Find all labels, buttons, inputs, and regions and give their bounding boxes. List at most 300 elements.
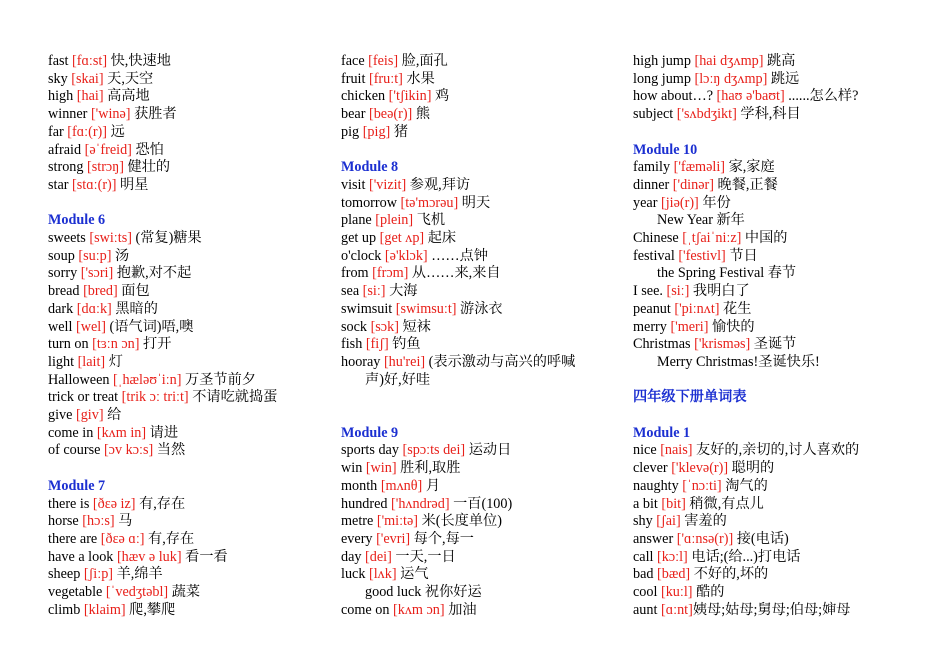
vocab-entry — [633, 53, 923, 71]
vocab-meaning: 羊,绵羊 — [116, 566, 163, 583]
vocab-entry — [633, 106, 923, 124]
vocab-meaning: 加油 — [448, 601, 477, 618]
vocab-word: well — [48, 318, 73, 335]
spacer — [341, 407, 616, 425]
vocab-phonetic: [ðɛə ɑː] — [100, 530, 145, 547]
vocab-entry — [633, 301, 923, 319]
vocab-phonetic: [dɑːk] — [76, 300, 112, 317]
vocab-entry — [341, 265, 616, 283]
vocab-meaning: 圣诞节 — [753, 336, 797, 353]
vocab-phonetic: [hai] — [76, 88, 104, 105]
vocab-phonetic: [dei] — [365, 548, 392, 565]
vocab-meaning: (表示激动与高兴的呼喊 — [428, 353, 576, 370]
vocab-word: trick or treat — [48, 389, 119, 406]
vocab-meaning: 猪 — [393, 123, 409, 140]
vocab-phonetic: [əˈfreid] — [84, 141, 132, 158]
vocab-phonetic: ['winə] — [90, 106, 131, 123]
vocab-entry — [48, 230, 323, 248]
vocab-meaning: 远 — [110, 123, 125, 140]
vocab-entry — [633, 248, 923, 266]
vocab-meaning: 打开 — [143, 336, 172, 353]
vocab-entry — [48, 88, 323, 106]
vocab-word: dark — [48, 300, 74, 317]
vocab-entry — [341, 301, 616, 319]
vocab-meaning: 一百(100) — [453, 495, 513, 512]
vocab-meaning: 晚餐,正餐 — [717, 176, 778, 193]
vocab-entry — [341, 566, 616, 584]
vocab-entry — [633, 566, 923, 584]
vocab-word: hundred — [341, 495, 388, 512]
vocab-phonetic: ['evri] — [376, 530, 411, 547]
vocab-word: of course — [48, 442, 101, 459]
vocab-entry — [633, 602, 923, 620]
vocab-phonetic: ['klevə(r)] — [671, 460, 729, 477]
vocab-entry — [48, 372, 323, 390]
vocab-word: hooray — [341, 353, 381, 370]
vocab-word: every — [341, 530, 373, 547]
vocab-word: fruit — [341, 70, 366, 87]
vocab-entry — [633, 283, 923, 301]
vocab-meaning: 熊 — [415, 106, 431, 123]
vocab-entry — [633, 460, 923, 478]
vocab-phonetic: [strɔŋ] — [87, 159, 124, 176]
vocab-meaning: 请进 — [149, 424, 179, 441]
vocab-word: win — [341, 460, 363, 477]
vocab-meaning: 酷的 — [696, 584, 725, 601]
vocab-phonetic: [kɔːl] — [657, 548, 688, 565]
vocab-entry — [633, 336, 923, 354]
vocab-phonetic: [ˈnɔːti] — [682, 477, 722, 494]
vocab-word: bear — [341, 106, 366, 123]
vocab-word: naughty — [633, 477, 679, 494]
vocab-word: a bit — [633, 495, 658, 512]
vocab-meaning: 年份 — [702, 194, 731, 211]
vocab-meaning: 淘气的 — [725, 477, 768, 494]
vocab-entry — [341, 71, 616, 89]
vocab-meaning: 不好的,坏的 — [693, 566, 769, 583]
phrase-example: New Year 新年 — [657, 212, 745, 229]
vocab-phonetic: ['festivl] — [678, 247, 726, 264]
spacer — [341, 389, 616, 407]
vocab-word: vegetable — [48, 584, 103, 601]
vocab-meaning: 天,天空 — [107, 70, 154, 87]
vocab-phonetic: [get ʌp] — [379, 230, 425, 247]
vocab-word: Christmas — [633, 336, 691, 353]
vocab-word: star — [48, 176, 69, 193]
vocab-meaning: 高高地 — [107, 88, 150, 105]
vocab-phonetic: [ə'klɔk] — [384, 247, 428, 264]
vocab-word: far — [48, 123, 64, 140]
vocab-phonetic: [frɔm] — [372, 265, 409, 282]
vocab-phonetic: [swimsuːt] — [395, 300, 457, 317]
vocab-word: plane — [341, 212, 372, 229]
vocab-entry — [48, 513, 323, 531]
module-heading: Module 8 — [341, 159, 399, 176]
vocab-meaning: 汤 — [115, 247, 130, 264]
vocab-meaning: 抱歉,对不起 — [116, 265, 192, 282]
vocab-meaning: 当然 — [156, 442, 186, 459]
vocab-phonetic: [lʌk] — [368, 566, 397, 583]
vocab-phonetic: [giv] — [75, 407, 104, 424]
vocab-entry — [48, 265, 323, 283]
vocab-phonetic: [mʌnθ] — [380, 477, 423, 494]
vocab-meaning: 游泳衣 — [460, 300, 503, 317]
vocab-word: luck — [341, 566, 366, 583]
vocab-phonetic: [ˌhæləʊˈiːn] — [113, 371, 182, 388]
vocab-meaning: 参观,拜访 — [409, 176, 471, 193]
vocab-phonetic: [siː] — [666, 283, 690, 300]
vocab-phonetic: ['vizit] — [369, 176, 407, 193]
vocab-phonetic: ['miːtə] — [376, 513, 419, 530]
vocab-meaning: (语气词)唔,噢 — [109, 318, 194, 335]
vocab-phonetic: [haʊ ə'baʊt] — [716, 88, 785, 105]
vocab-word: swimsuit — [341, 300, 393, 317]
spacer — [633, 372, 923, 390]
vocab-meaning: 从……来,来自 — [411, 265, 501, 282]
vocab-entry — [341, 124, 616, 142]
vocab-word: metre — [341, 513, 374, 530]
vocab-entry — [48, 283, 323, 301]
vocab-word: merry — [633, 318, 667, 335]
vocab-entry — [48, 177, 323, 195]
vocab-phonetic: ['ɑːnsə(r)] — [676, 530, 734, 547]
vocab-word: Halloween — [48, 371, 110, 388]
vocab-phonetic: [beə(r)] — [368, 106, 413, 123]
vocab-phonetic: [ʃai] — [656, 513, 681, 530]
vocab-word: festival — [633, 247, 675, 264]
vocab-entry — [341, 106, 616, 124]
vocab-entry — [48, 566, 323, 584]
vocab-phonetic: [wel] — [75, 318, 106, 335]
vocab-phonetic: [ðɛə iz] — [92, 495, 136, 512]
vocab-entry — [48, 496, 323, 514]
vocab-phonetic: [ɔv kɔːs] — [103, 442, 154, 459]
vocab-meaning: 明天 — [461, 194, 491, 211]
vocab-word: fish — [341, 336, 363, 353]
vocab-phonetic: [kuːl] — [660, 584, 693, 601]
vocab-phonetic: [hu'rei] — [383, 353, 426, 370]
vocab-entry — [341, 478, 616, 496]
vocab-meaning: 健壮的 — [127, 159, 171, 176]
vocab-word: tomorrow — [341, 194, 397, 211]
vocab-entry — [633, 71, 923, 89]
vocab-entry — [633, 195, 923, 213]
vocab-phonetic: [suːp] — [78, 247, 112, 264]
vocab-word: strong — [48, 159, 84, 176]
vocab-word: come in — [48, 424, 94, 441]
vocab-phonetic: [fiʃ] — [365, 336, 389, 353]
vocab-phonetic: [win] — [365, 460, 397, 477]
vocabulary-column-3 — [633, 53, 923, 619]
vocab-entry — [48, 425, 323, 443]
vocab-meaning: 明星 — [120, 176, 149, 193]
vocab-word: afraid — [48, 141, 82, 158]
vocab-meaning: 运气 — [400, 566, 429, 583]
vocab-word: o'clock — [341, 247, 382, 264]
vocab-phonetic: [pig] — [362, 123, 391, 140]
vocab-word: light — [48, 353, 75, 370]
vocab-word: shy — [633, 513, 653, 530]
phrase-example: Merry Christmas!圣诞快乐! — [657, 353, 820, 370]
vocab-word: visit — [341, 176, 366, 193]
vocab-word: give — [48, 407, 73, 424]
vocab-meaning: 接(电话) — [736, 530, 789, 547]
vocab-entry — [633, 230, 923, 248]
vocab-entry — [48, 71, 323, 89]
vocab-word: climb — [48, 601, 81, 618]
vocab-phonetic: [fruːt] — [368, 70, 403, 87]
vocab-meaning: 聪明的 — [731, 460, 775, 477]
vocab-entry — [48, 389, 323, 407]
vocab-word: answer — [633, 530, 674, 547]
vocab-phonetic: [swiːts] — [89, 230, 132, 247]
vocab-word: horse — [48, 513, 79, 530]
vocab-word: chicken — [341, 88, 386, 105]
vocab-word: day — [341, 548, 362, 565]
vocab-meaning: ......怎么样? — [788, 88, 859, 105]
vocab-meaning: 学科,科目 — [740, 106, 801, 123]
vocab-meaning: 稍微,有点儿 — [689, 495, 764, 512]
vocab-phonetic: [siː] — [362, 283, 386, 300]
module-heading: Module 6 — [48, 212, 106, 229]
vocab-meaning: 节日 — [729, 247, 758, 264]
vocab-meaning: 飞机 — [416, 212, 446, 229]
vocab-entry — [48, 442, 323, 460]
vocab-entry — [341, 53, 616, 71]
vocab-phonetic: [skai] — [71, 70, 104, 87]
vocab-word: come on — [341, 601, 390, 618]
vocab-phonetic: ['piːnʌt] — [674, 300, 720, 317]
vocab-meaning: 跳远 — [770, 70, 800, 87]
vocab-word: dinner — [633, 176, 670, 193]
vocab-phonetic: [klaim] — [83, 601, 126, 618]
vocab-phonetic: [tə'mɔrəu] — [400, 194, 459, 211]
vocab-entry — [341, 195, 616, 213]
vocab-meaning: 运动日 — [468, 442, 512, 459]
vocab-word: sweets — [48, 230, 86, 247]
vocab-phonetic: [lait] — [77, 353, 106, 370]
module-heading: Module 1 — [633, 424, 691, 441]
vocab-entry — [341, 602, 616, 620]
vocab-meaning: 恐怕 — [135, 141, 164, 158]
vocab-meaning: 爬,攀爬 — [129, 601, 176, 618]
vocab-entry — [633, 584, 923, 602]
vocab-meaning: 我明白了 — [692, 283, 750, 300]
vocab-entry — [48, 407, 323, 425]
vocab-entry — [633, 442, 923, 460]
vocab-word: sorry — [48, 265, 78, 282]
vocab-meaning: 每个,每一 — [413, 530, 474, 547]
vocab-meaning: 胜利,取胜 — [400, 460, 461, 477]
spacer — [48, 460, 323, 478]
vocab-phonetic: [fɑːst] — [72, 53, 108, 69]
vocab-word: cool — [633, 584, 658, 601]
vocab-entry — [341, 177, 616, 195]
vocab-meaning: 不请吃就捣蛋 — [192, 389, 278, 406]
vocab-phonetic: [ɑːnt] — [660, 601, 693, 618]
vocab-entry — [633, 478, 923, 496]
vocab-entry — [341, 531, 616, 549]
vocab-word: how about…? — [633, 88, 713, 105]
vocab-entry — [341, 248, 616, 266]
vocab-entry — [341, 460, 616, 478]
vocab-phonetic: [feis] — [368, 53, 399, 69]
vocab-word: aunt — [633, 601, 658, 618]
vocab-meaning: 脸,面孔 — [401, 53, 448, 69]
vocab-phonetic: [plein] — [375, 212, 414, 229]
vocab-entry — [48, 159, 323, 177]
vocab-entry — [341, 230, 616, 248]
vocab-phonetic: [fɑː(r)] — [67, 123, 108, 140]
vocab-meaning: 友好的,亲切的,讨人喜欢的 — [696, 442, 860, 459]
vocab-word: have a look — [48, 548, 114, 565]
vocab-meaning: 短袜 — [402, 318, 431, 335]
vocab-meaning: 花生 — [723, 300, 752, 317]
vocab-entry — [341, 336, 616, 354]
vocab-phonetic: [hæv ə luk] — [116, 548, 182, 565]
vocab-entry — [48, 602, 323, 620]
vocab-entry — [48, 142, 323, 160]
vocab-word: long jump — [633, 70, 691, 87]
vocab-phonetic: [spɔːts dei] — [402, 442, 466, 459]
vocab-phonetic: [bit] — [661, 495, 686, 512]
vocab-entry — [48, 354, 323, 372]
vocab-word: family — [633, 159, 671, 176]
vocab-entry — [341, 354, 616, 389]
vocab-entry — [633, 177, 923, 195]
vocab-phonetic: [bæd] — [657, 566, 691, 583]
vocab-entry — [48, 319, 323, 337]
vocab-word: face — [341, 53, 365, 69]
vocab-meaning: 万圣节前夕 — [185, 371, 256, 388]
vocab-meaning: 一天,一日 — [395, 548, 456, 565]
spacer — [341, 142, 616, 160]
vocab-meaning: 大海 — [389, 283, 418, 300]
vocab-phonetic: ['dinər] — [672, 176, 714, 193]
vocab-meaning: 月 — [425, 477, 441, 494]
vocab-word: bad — [633, 566, 654, 583]
vocab-word: get up — [341, 230, 377, 247]
vocab-entry — [341, 496, 616, 514]
vocab-phonetic: [kʌm in] — [96, 424, 147, 441]
vocab-word: month — [341, 477, 378, 494]
vocab-entry — [341, 88, 616, 106]
vocab-word: soup — [48, 247, 75, 264]
vocab-meaning: 害羞的 — [684, 513, 727, 530]
vocab-meaning: 面包 — [121, 283, 150, 300]
vocab-meaning: 黑暗的 — [115, 300, 158, 317]
vocab-phonetic: [tɜːn ɔn] — [92, 336, 140, 353]
spacer — [633, 407, 923, 425]
vocab-phonetic: ['fæməli] — [673, 159, 726, 176]
vocab-entry — [48, 549, 323, 567]
vocab-phonetic: [nais] — [660, 442, 693, 459]
vocab-phonetic: [sɔk] — [370, 318, 399, 335]
vocab-meaning: 鸡 — [434, 88, 450, 105]
vocab-entry — [633, 88, 923, 106]
vocab-meaning: 水果 — [406, 70, 435, 87]
vocab-meaning: 马 — [118, 513, 133, 530]
vocab-word: sky — [48, 70, 68, 87]
vocab-word: I see. — [633, 283, 663, 300]
vocab-meaning: 钓鱼 — [392, 336, 421, 353]
vocab-meaning: ……点钟 — [431, 247, 488, 264]
vocab-meaning: 看一看 — [185, 548, 228, 565]
vocab-phonetic: [lɔːŋ dʒʌmp] — [694, 70, 768, 87]
vocab-phonetic: [jiə(r)] — [660, 194, 699, 211]
vocab-entry — [633, 319, 923, 337]
vocab-word: winner — [48, 106, 88, 123]
vocab-entry — [48, 106, 323, 124]
vocab-phonetic: [ʃiːp] — [83, 566, 114, 583]
vocab-phonetic: ['meri] — [670, 318, 709, 335]
vocab-meaning: 起床 — [427, 230, 457, 247]
vocab-phonetic: ['sʌbdʒikt] — [676, 106, 737, 123]
vocab-phonetic: [trik ɔː triːt] — [121, 389, 189, 406]
vocab-word: fast — [48, 53, 69, 69]
vocab-word: subject — [633, 106, 674, 123]
module-heading: Module 9 — [341, 424, 399, 441]
vocab-word: sheep — [48, 566, 81, 583]
vocab-meaning: 愉快的 — [712, 318, 755, 335]
vocab-meaning: 电话;(给...)打电话 — [691, 548, 801, 565]
vocab-meaning: 米(长度单位) — [421, 513, 502, 530]
vocab-word: pig — [341, 123, 360, 140]
vocab-phonetic: [hai dʒʌmp] — [694, 53, 764, 69]
vocab-entry — [341, 549, 616, 567]
vocab-word: high — [48, 88, 74, 105]
vocabulary-column-2 — [341, 53, 616, 619]
vocab-meaning: 快,快速地 — [110, 53, 171, 69]
vocab-word: sock — [341, 318, 368, 335]
vocabulary-column-1 — [48, 53, 323, 619]
vocab-entry — [341, 319, 616, 337]
vocab-phonetic: ['hʌndrəd] — [391, 495, 450, 512]
vocab-meaning: 灯 — [108, 353, 123, 370]
vocab-meaning: 给 — [107, 407, 122, 424]
vocab-word: sea — [341, 283, 360, 300]
phrase-example: the Spring Festival 春节 — [657, 265, 797, 282]
phrase-example: good luck 祝你好运 — [365, 584, 482, 601]
vocab-entry — [341, 442, 616, 460]
vocab-entry — [48, 584, 323, 602]
vocab-entry — [48, 531, 323, 549]
vocab-meaning: (常复)糖果 — [135, 230, 202, 247]
vocab-phonetic: ['tʃikin] — [388, 88, 432, 105]
vocab-word: from — [341, 265, 369, 282]
vocab-word: nice — [633, 442, 657, 459]
vocab-meaning: 姨母;姑母;舅母;伯母;婶母 — [692, 601, 851, 618]
vocab-meaning: 有,存在 — [139, 495, 186, 512]
vocab-entry — [633, 531, 923, 549]
vocab-entry — [633, 159, 923, 177]
vocab-word: year — [633, 194, 658, 211]
vocab-phonetic: [ˈvedʒtəbl] — [105, 584, 169, 601]
vocab-meaning: 蔬菜 — [171, 584, 201, 601]
vocab-word: clever — [633, 460, 668, 477]
vocab-phonetic: [ˌtʃaiˈniːz] — [682, 230, 742, 247]
vocab-entry — [48, 248, 323, 266]
vocab-entry — [633, 549, 923, 567]
vocab-entry — [48, 53, 323, 71]
vocab-meaning: 中国的 — [744, 230, 788, 247]
module-heading: Module 7 — [48, 477, 106, 494]
vocab-meaning-continued: 声)好,好哇 — [365, 371, 431, 388]
vocab-meaning: 跳高 — [766, 53, 796, 69]
vocab-meaning: 家,家庭 — [728, 159, 775, 176]
vocab-meaning: 有,存在 — [148, 530, 195, 547]
vocab-entry — [48, 336, 323, 354]
